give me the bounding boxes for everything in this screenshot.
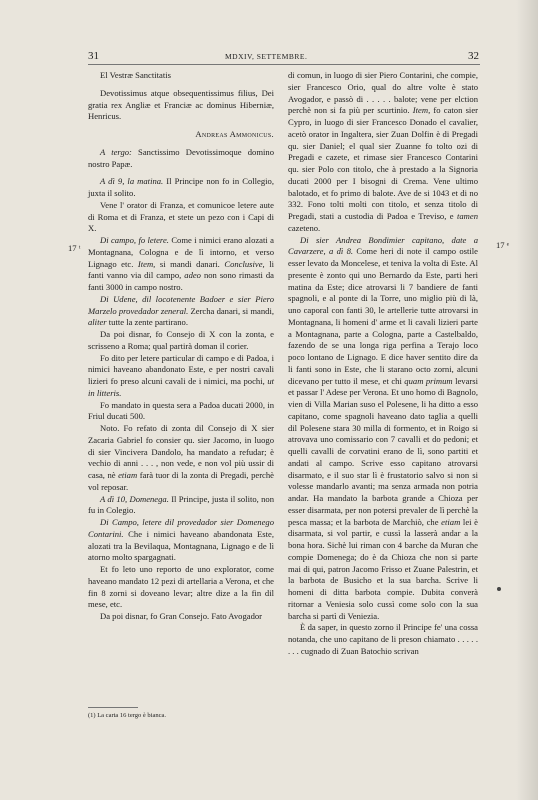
paragraph: El Vestræ Sanctitatis [100,70,171,80]
running-header [0,50,538,64]
paragraph: Da poi disnar, fo Consejo di X con la zonta, e scrisseno a Roma; qual partirà doman il corier. [88,329,274,351]
paragraph: Noto. Fo refato di zonta dil Consejo di X sier Zacaria Gabriel fo consier qu. sier Jacomo, in luogo di sier Vincivera Dandolo, ha mandato a refudar; è vechio di anni . . . , non vede, e non vol più ussir di casa, nè etiam farà tuor di la zonta di Pregadi, perchè vol reposar. [88,423,274,492]
header-rule [88,64,480,65]
footnote: (1) La carta 16 tergo è bianca. [88,712,167,719]
footnote-rule [88,707,138,708]
paragraph: Di Udene, dil locotenente Badoer e sier Piero Marzelo provedador zeneral. Zercha danari, si mandi, aliter tutte la zente partirano. [88,293,274,328]
left-column [88,70,274,623]
paragraph: Di Campo, letere dil provedador sier Domenego Contarini. Che i nimici haveano abandonata Este, alozati tra la Bevilaqua, Montagnana, Lignago e de lì atorno molto spargagnati. [88,517,274,563]
paragraph: Devotissimus atque obsequentissimus filius, Dei gratia rex Angliæ et Franciæ ac dominus Hiberniæ, Henricus. [88,87,274,122]
page-number-right: 32 [468,50,479,62]
paragraph: Fo dito per letere particular di campo e di Padoa, i nimici haveano abandonato Este, e per nostri cavali lizieri fo preso alcuni cavali de i nimici, ma pochi, ut in litteris. [88,352,274,398]
paragraph: A tergo: Sanctissimo Devotissimoque domino nostro Papæ. [88,146,274,169]
paragraph: Da poi disnar, fo Gran Consejo. Fato Avogador [100,611,263,621]
paragraph: Di campo, fo letere. Come i nimici erano alozati a Montagnana, Cologna e de lì intorno, et verso Lignago etc. Item, si mandi danari. Conclusive, li fanti vanno via dil campo, adeo non sono rimasti da fanti 3000 in campo nostro. [88,235,275,292]
signature: Andreas Ammonicus. [195,129,274,139]
paragraph: Et fo leto uno reporto de uno explorator, come haveano mandato 12 pezi di artellaria a Verona, et che fin 8 zorni si doveano levar; altre dize a la fin dil mese, etc. [88,564,274,610]
paragraph: È da saper, in questo zorno il Principe fe' una cossa notanda, che uno capitano de li preson chiamato . . . . . . . . cugnado di Zuan Batochio scrivan [288,622,478,656]
paragraph: A dì 10, Domenega. Il Principe, justa il solito, non fu in Colegio. [88,493,275,516]
paragraph: Di sier Andrea Bondimier capitano, date a Cavarzere, a dì 8. Come heri di note il campo ostile esser levato da Moncelese, et teniva la volta di Este. Al presente è zonto qui uno Bernardo da Este, parti heri matina da Este; dice atrovarsi li 7 bandiere de fanti spagnoli, e al ponte di la Torre, uno miglio più di là, uno caporal con fanti 30, le artellerie tutte atrovarsi in Montagnana, li homeni d' arme et li cavali lizieri parte a Montagnana, parte a Cologna, parte a Castelbaldo, fazendo de se una longa riga perfina a Terajo loco poco lontano de Lignago. E dice haver sentito dire da li fanti sono in Este, che li starano octo zorni, alcuni dicevano per tutto il mese, et chi quam primum levarsi et passar l' Adese per Verona. Et uno homo di Bagnolo, vien di Villa Marian suso el Polesene, li ha ditto a esso capitano, come spagnoli haveano dato taglia a quelli dil Polesene stara 30 milla di formento, et in Roigo si atrovava uno comissario con 7 cavalli et do pedoni; et quelli cavalli de corvatini erano de lì, sono partiti et andati al campo. Scrive esso capitano atrovarsi disarmato, e il suo star lì è frustatorio salvo si non si volesse mandarlo avanti; ma senza armada non potria andar. Ha mandato la barbota grande a Chioza per esser disarmata, per non potersi prevaler de lì perchè la pesca massa; et la barbota de Marchiò, che etiam lei è disarmata, si vol partir, e cussì la lasserà andar a la bona hora. Sichè lui riman con 4 barche da Muran che compie Domenega; do è da Chioza che non si parte mai di qui, patron Jacomo Frisso et Zuane Palestrin, et la barbota de Busicho et la sua barcha. Scrive li homeni di ditta barbota compie. Dubita converà ritornar a Veniesia solo cussì come solo con la sua barcha si partì di Veniezia. [288,234,478,621]
margin-note-right: 17 ᵉ [496,240,509,250]
margin-note-left: 17 ᵗ [68,243,81,253]
page-number-left: 31 [88,50,99,62]
right-column [288,70,478,658]
running-title: MDXIV, SETTEMBRE. [225,52,308,61]
ink-dot [497,587,501,591]
paragraph: di comun, in luogo di sier Piero Contarini, che compie, sier Francesco Orio, qual do altre volte è stato Avogador, e passò di . . . . . balote; vene per elction perchè non si fa più per scurtinio. Item, fo caton sier Cypro, in luogo di sier Francesco Donado el cavalier, acetò orator in Ingaltera, sier Zuan Dolfin è di Pregadi qu. sier Daniel; el qual sier Zuanne fo tolto ozi di Pregadi e cazete, et rimase sier Francesco Contarini qu. sier Polo con titolo, che à prestado a la Signoria ducati 2000 per I bisogni di Crema. Vene ultimo balotado, et fo primo di balote. Ave de si 1043 et di no 332. Fono tolti molti con titolo, et senza titolo di Pregadi, stati a custodia di Padoa e Treviso, e tamen cazeteno. [288,70,479,233]
page-fold-shadow [516,0,538,800]
paragraph: Vene l' orator di Franza, et comunicoe letere aute di Roma et di Franza, et stete un pezo con i Capi di X. [88,199,274,234]
paragraph: Fo mandato in questa sera a Padoa ducati 2000, in Friul ducati 500. [88,399,274,422]
paragraph: A dì 9, la matina. Il Principe non fo in Collegio, juxta il solito. [88,176,275,198]
